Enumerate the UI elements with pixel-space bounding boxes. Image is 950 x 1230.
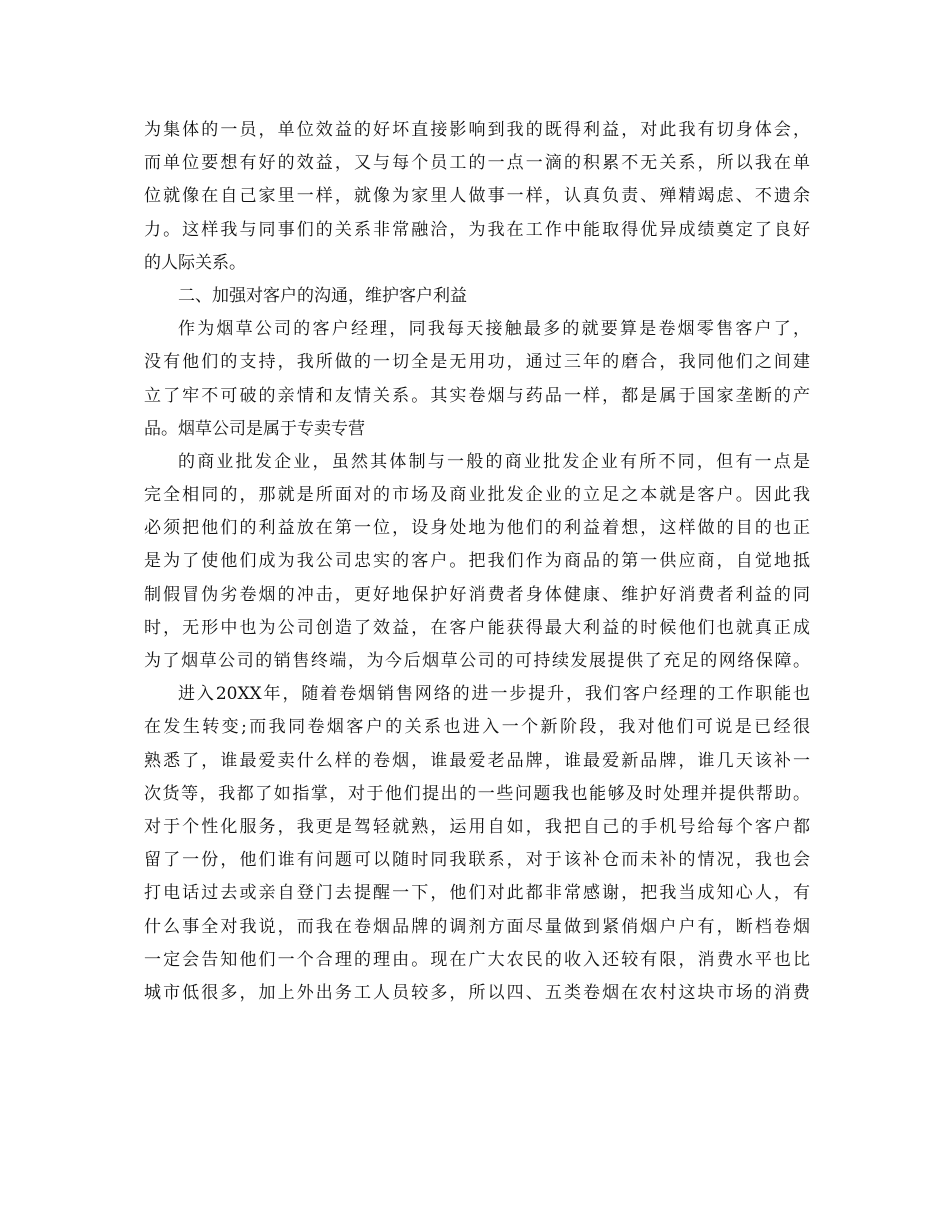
text-line: 什么事全对我说，而我在卷烟品牌的调剂方面尽量做到紧俏烟户户有，断档卷烟	[144, 916, 810, 937]
text-line: 进入20XX年，随着卷烟销售网络的进一步提升，我们客户经理的工作职能也	[178, 684, 810, 705]
text-line: 二、加强对客户的沟通，维护客户利益	[178, 285, 467, 306]
text-line: 在发生转变;而我同卷烟客户的关系也进入一个新阶段，我对他们可说是已经很	[144, 717, 810, 738]
text-line: 作为烟草公司的客户经理，同我每天接触最多的就要算是卷烟零售客户了，	[178, 319, 810, 340]
text-line: 品。烟草公司是属于专卖专营	[144, 418, 365, 439]
text-line: 城市低很多，加上外出务工人员较多，所以四、五类卷烟在农村这块市场的消费	[144, 982, 810, 1003]
text-line: 制假冒伪劣卷烟的冲击，更好地保护好消费者身体健康、维护好消费者利益的同	[144, 584, 810, 605]
text-line: 对于个性化服务，我更是驾轻就熟，运用自如，我把自己的手机号给每个客户都	[144, 816, 810, 837]
text-line: 的人际关系。	[144, 252, 246, 273]
text-line: 完全相同的，那就是所面对的市场及商业批发企业的立足之本就是客户。因此我	[144, 485, 810, 506]
text-line: 为集体的一员，单位效益的好坏直接影响到我的既得利益，对此我有切身体会，	[144, 120, 810, 140]
text-line: 是为了使他们成为我公司忠实的客户。把我们作为商品的第一供应商，自觉地抵	[144, 551, 810, 572]
text-line: 一定会告知他们一个合理的理由。现在广大农民的收入还较有限，消费水平也比	[144, 949, 810, 970]
text-line: 必须把他们的利益放在第一位，设身处地为他们的利益着想，这样做的目的也正	[144, 518, 810, 539]
text-line: 熟悉了，谁最爱卖什么样的卷烟，谁最爱老品牌，谁最爱新品牌，谁几天该补一	[144, 750, 810, 771]
text-line: 没有他们的支持，我所做的一切全是无用功，通过三年的磨合，我同他们之间建	[144, 352, 810, 373]
text-line: 留了一份，他们谁有问题可以随时同我联系，对于该补仓而未补的情况，我也会	[144, 850, 810, 871]
text-line: 为了烟草公司的销售终端，为今后烟草公司的可持续发展提供了充足的网络保障。	[144, 651, 810, 671]
text-line: 次货等，我都了如指掌，对于他们提出的一些问题我也能够及时处理并提供帮助。	[144, 783, 810, 804]
document-page	[144, 114, 810, 1010]
text-line: 打电话过去或亲自登门去提醒一下，他们对此都非常感谢，把我当成知心人，有	[144, 883, 810, 904]
text-line: 力。这样我与同事们的关系非常融洽，为我在工作中能取得优异成绩奠定了良好	[144, 219, 810, 240]
text-line: 位就像在自己家里一样，就像为家里人做事一样，认真负责、殚精竭虑、不遗余	[144, 186, 810, 207]
text-line: 时，无形中也为公司创造了效益，在客户能获得最大利益的时候他们也就真正成	[144, 617, 810, 638]
text-line: 而单位要想有好的效益，又与每个员工的一点一滴的积累不无关系，所以我在单	[144, 153, 810, 174]
text-line: 立了牢不可破的亲情和友情关系。其实卷烟与药品一样，都是属于国家垄断的产	[144, 385, 810, 406]
text-line: 的商业批发企业，虽然其体制与一般的商业批发企业有所不同，但有一点是	[178, 451, 810, 472]
